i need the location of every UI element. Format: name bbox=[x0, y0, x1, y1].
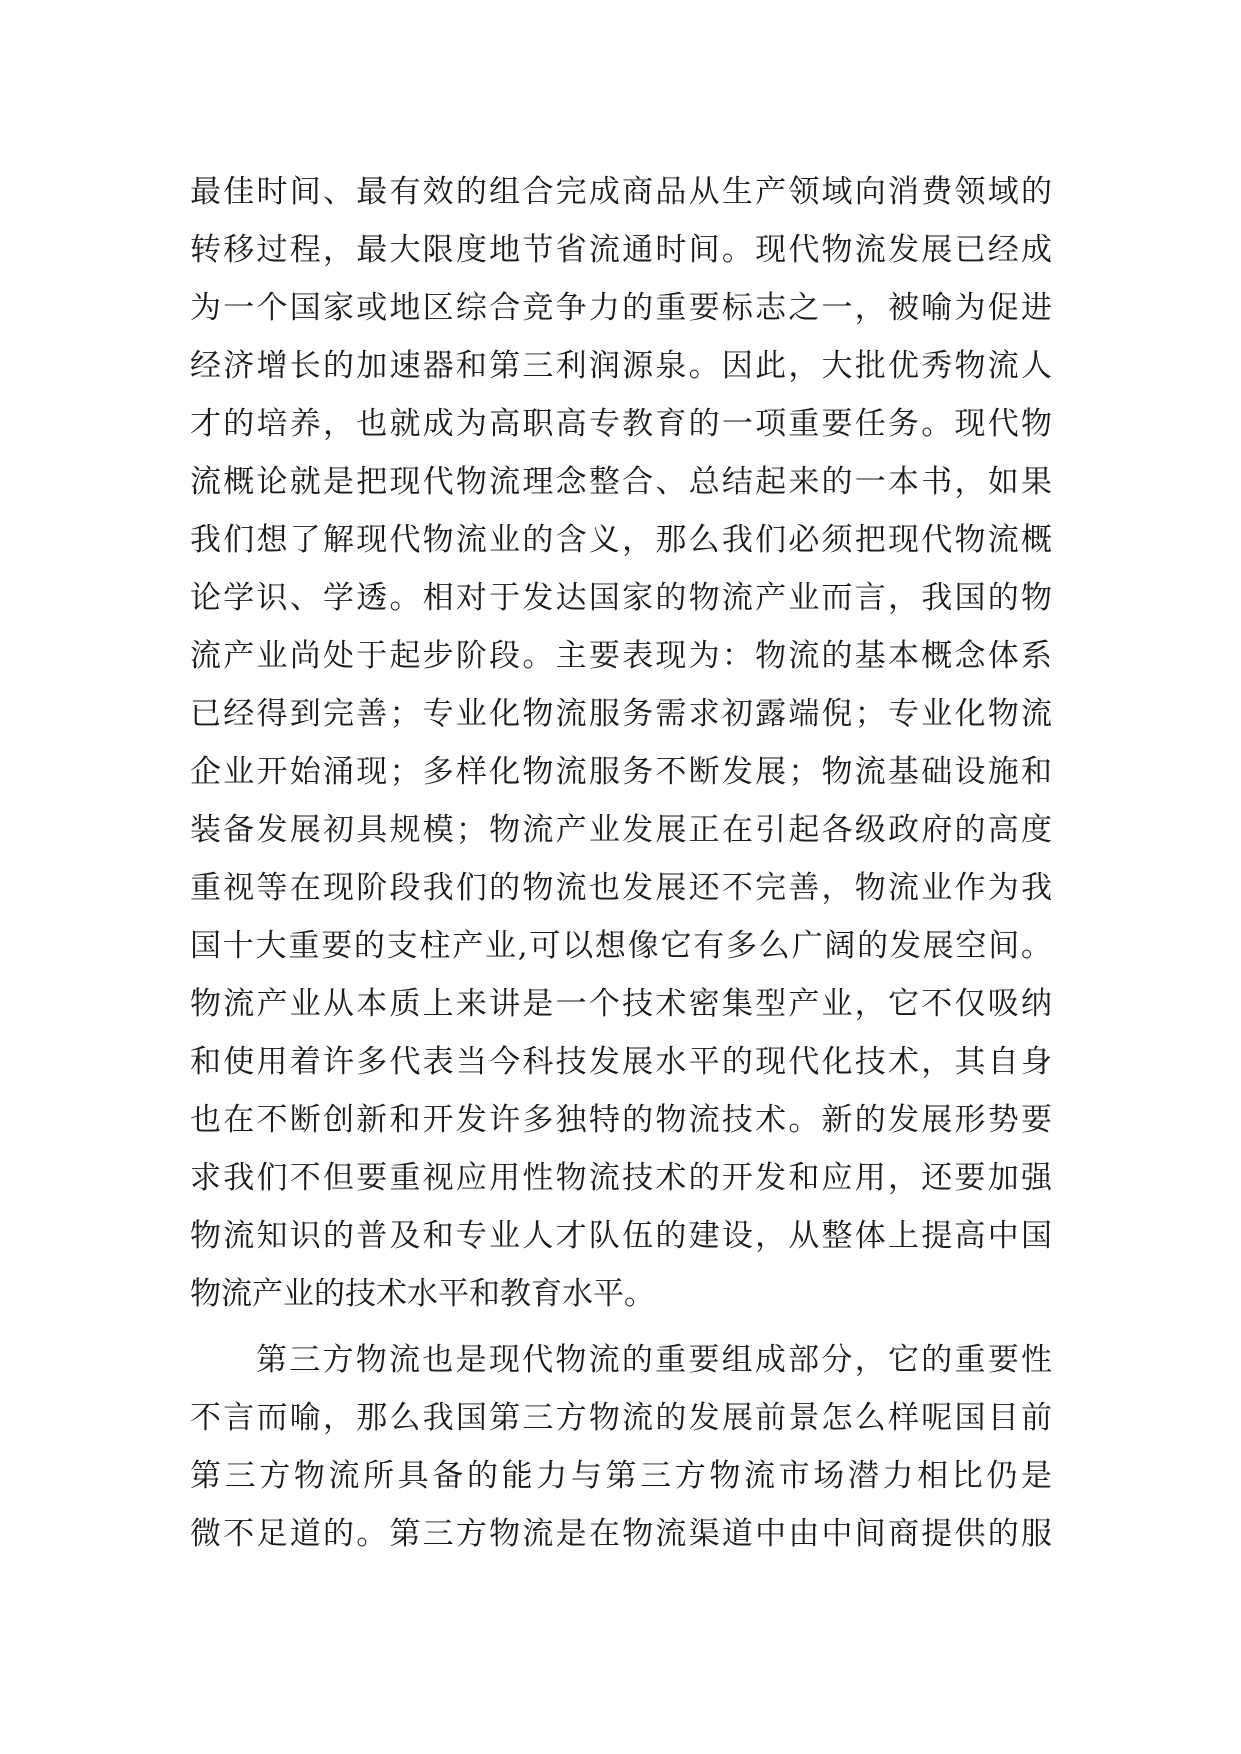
text-line: 最佳时间、最有效的组合完成商品从生产领域向消费领域的 bbox=[190, 174, 1052, 210]
paragraph-gap bbox=[190, 1323, 1052, 1331]
text-line: 第三方物流也是现代物流的重要组成部分，它的重要性 bbox=[256, 1342, 1052, 1378]
text-line: 物流知识的普及和专业人才队伍的建设，从整体上提高中国 bbox=[190, 1218, 1052, 1254]
text-line: 转移过程，最大限度地节省流通时间。现代物流发展已经成 bbox=[190, 232, 1052, 268]
text-line: 论学识、学透。相对于发达国家的物流产业而言，我国的物 bbox=[190, 580, 1052, 616]
text-line: 物流产业的技术水平和教育水平。 bbox=[190, 1276, 655, 1312]
text-line: 我们想了解现代物流业的含义，那么我们必须把现代物流概 bbox=[190, 522, 1052, 558]
text-line: 为一个国家或地区综合竞争力的重要标志之一，被喻为促进 bbox=[190, 290, 1052, 326]
text-line: 和使用着许多代表当今科技发展水平的现代化技术，其自身 bbox=[190, 1044, 1052, 1080]
text-line: 才的培养，也就成为高职高专教育的一项重要任务。现代物 bbox=[190, 406, 1052, 442]
text-line: 流产业尚处于起步阶段。主要表现为：物流的基本概念体系 bbox=[190, 638, 1052, 674]
text-line: 已经得到完善；专业化物流服务需求初露端倪；专业化物流 bbox=[190, 696, 1052, 732]
body-text bbox=[190, 163, 1052, 1563]
text-line: 流概论就是把现代物流理念整合、总结起来的一本书，如果 bbox=[190, 464, 1052, 500]
text-line: 也在不断创新和开发许多独特的物流技术。新的发展形势要 bbox=[190, 1102, 1052, 1138]
text-line: 物流产业从本质上来讲是一个技术密集型产业，它不仅吸纳 bbox=[190, 986, 1052, 1022]
text-line: 第三方物流所具备的能力与第三方物流市场潜力相比仍是 bbox=[190, 1458, 1052, 1494]
text-line: 企业开始涌现；多样化物流服务不断发展；物流基础设施和 bbox=[190, 754, 1052, 790]
text-line: 不言而喻，那么我国第三方物流的发展前景怎么样呢国目前 bbox=[190, 1400, 1052, 1436]
paragraph-2 bbox=[190, 1331, 1052, 1563]
paragraph-1 bbox=[190, 163, 1052, 1323]
text-line: 重视等在现阶段我们的物流也发展还不完善，物流业作为我 bbox=[190, 870, 1052, 906]
text-line: 经济增长的加速器和第三利润源泉。因此，大批优秀物流人 bbox=[190, 348, 1052, 384]
text-line: 国十大重要的支柱产业,可以想像它有多么广阔的发展空间。 bbox=[190, 928, 1052, 964]
text-line: 求我们不但要重视应用性物流技术的开发和应用，还要加强 bbox=[190, 1160, 1052, 1196]
text-line: 微不足道的。第三方物流是在物流渠道中由中间商提供的服 bbox=[190, 1516, 1052, 1552]
text-line: 装备发展初具规模；物流产业发展正在引起各级政府的高度 bbox=[190, 812, 1052, 848]
